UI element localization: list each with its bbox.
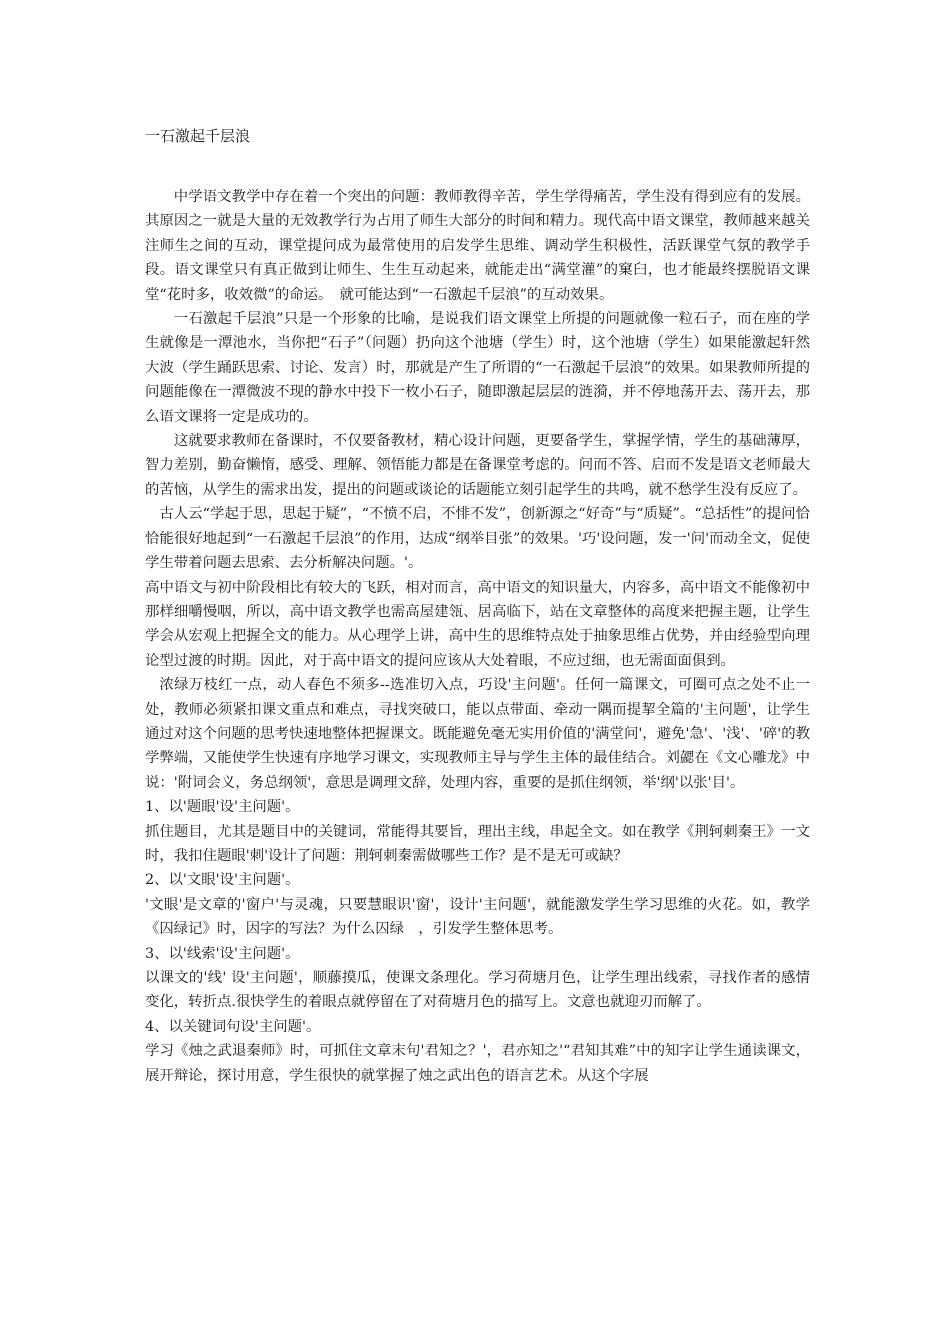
paragraph-ancients: 古人云“学起于思，思起于疑”，“不愤不启，不悱不发”，创新源之“好奇”与“质疑”。“总括性”的提问恰恰能很好地起到“一石激起千层浪”的作用，达成“纲举目张”的效果。'巧'设问题，发一'问'而动全文，促使学生带着问题去思索、去分析解决问题。'。 <box>145 506 810 572</box>
section-heading-3: 3、以'线索'设'主问题'。 <box>145 945 300 962</box>
section-heading-1: 1、以'题眼'设'主问题'。 <box>145 799 300 816</box>
document-title: 一石激起千层浪 <box>145 127 251 145</box>
paragraph-high-school: 高中语文与初中阶段相比有较大的飞跃，相对而言，高中语文的知识量大，内容多，高中语文不能像初中那样细嚼慢咽，所以，高中语文教学也需高屋建瓴、居高临下，站在文章整体的高度来把握主题，让学生学会从宏观上把握全文的能力。从心理学上讲，高中生的思维特点处于抽象思维占优势，并由经验型向理论型过渡的时期。因此，对于高中语文的提问应该从大处着眼，不应过细，也无需面面俱到。 <box>145 579 810 669</box>
paragraph-keywords: 学习《烛之武退秦师》时，可抓住文章末句'君知之？'，君亦知之'“君知其难”中的知字让学生通读课文，展开辩论，探讨用意，学生很快的就掌握了烛之武出色的语言艺术。从这个字展 <box>145 1043 810 1084</box>
section-heading-2: 2、以'文眼'设'主问题'。 <box>145 872 300 889</box>
paragraph-preparation: 这就要求教师在备课时，不仅要备教材，精心设计问题，更要备学生，掌握学情，学生的基础薄厚，智力差别，勤奋懒惰，感受、理解、领悟能力都是在备课堂考虑的。问而不答、启而不发是语文老师最大的苦恼，从学生的需求出发，提出的问题或谈论的话题能立刻引起学生的共鸣，就不愁学生没有反应了。 <box>145 433 810 498</box>
paragraph-main-question: 浓绿万枝红一点，动人春色不须多--选准切入点，巧设'主问题'。任何一篇课文，可圈可点之处不止一处，教师必须紧扣课文重点和难点，寻找突破口，能以点带面、牵动一隅而提挈全篇的'主问题'，让学生通过对这个问题的思考快速地整体把握课文。既能避免毫无实用价值的'满堂问'，避免'急'、'浅'、'碎'的教学弊端，又能使学生快速有序地学习课文，实现教师主导与学生主体的最佳结合。刘勰在《文心雕龙》中说：'附词会义，务总纲领'，意思是调理文辞，处理内容，重要的是抓住纲领，举'纲'以张'目'。 <box>145 677 810 791</box>
paragraph-clue: 以课文的'线' 设'主问题'，顺藤摸瓜，使课文条理化。学习荷塘月色，让学生理出线索，寻找作者的感情变化，转折点.很快学生的着眼点就停留在了对荷塘月色的描写上。文意也就迎刃而解了。 <box>145 970 810 1011</box>
paragraph-text-eye: '文眼'是文章的'窗户'与灵魂，只要慧眼识'窗'，设计'主问题'，就能激发学生学习思维的火花。如，教学《囚绿记》时，因字的写法？为什么囚绿 ，引发学生整体思考。 <box>145 896 810 938</box>
paragraph-title-eye: 抓住题目，尤其是题目中的关键词，常能得其要旨，理出主线，串起全文。如在教学《荆轲刺秦王》一文时，我扣住题眼'刺'设计了问题：荆轲刺秦需做哪些工作？是不是无可或缺？ <box>145 823 810 864</box>
paragraph-intro: 中学语文教学中存在着一个突出的问题：教师教得辛苦，学生学得痛苦，学生没有得到应有的发展。其原因之一就是大量的无效教学行为占用了师生大部分的时间和精力。现代高中语文课堂，教师越来越关注师生之间的互动，课堂提问成为最常使用的启发学生思维、调动学生积极性，活跃课堂气氛的教学手段。语文课堂只有真正做到让师生、生生互动起来，就能走出“满堂灌”的窠臼，也才能最终摆脱语文课堂“花时多，收效微”的命运。 就可能达到“一石激起千层浪”的互动效果。 <box>145 189 810 303</box>
document-body <box>145 185 810 1088</box>
section-heading-4: 4、以关键词句设'主问题'。 <box>145 1018 321 1035</box>
paragraph-metaphor: 一石激起千层浪”只是一个形象的比喻，是说我们语文课堂上所提的问题就像一粒石子，而在座的学生就像是一潭池水，当你把“石子”（问题）扔向这个池塘（学生）时，这个池塘（学生）如果能激起轩然大波（学生踊跃思索、讨论、发言）时，那就是产生了所谓的“一石激起千层浪”的效果。如果教师所提的问题能像在一潭微波不现的静水中投下一枚小石子，随即激起层层的涟漪，并不停地荡开去、荡开去，那么语文课将一定是成功的。 <box>145 311 810 425</box>
